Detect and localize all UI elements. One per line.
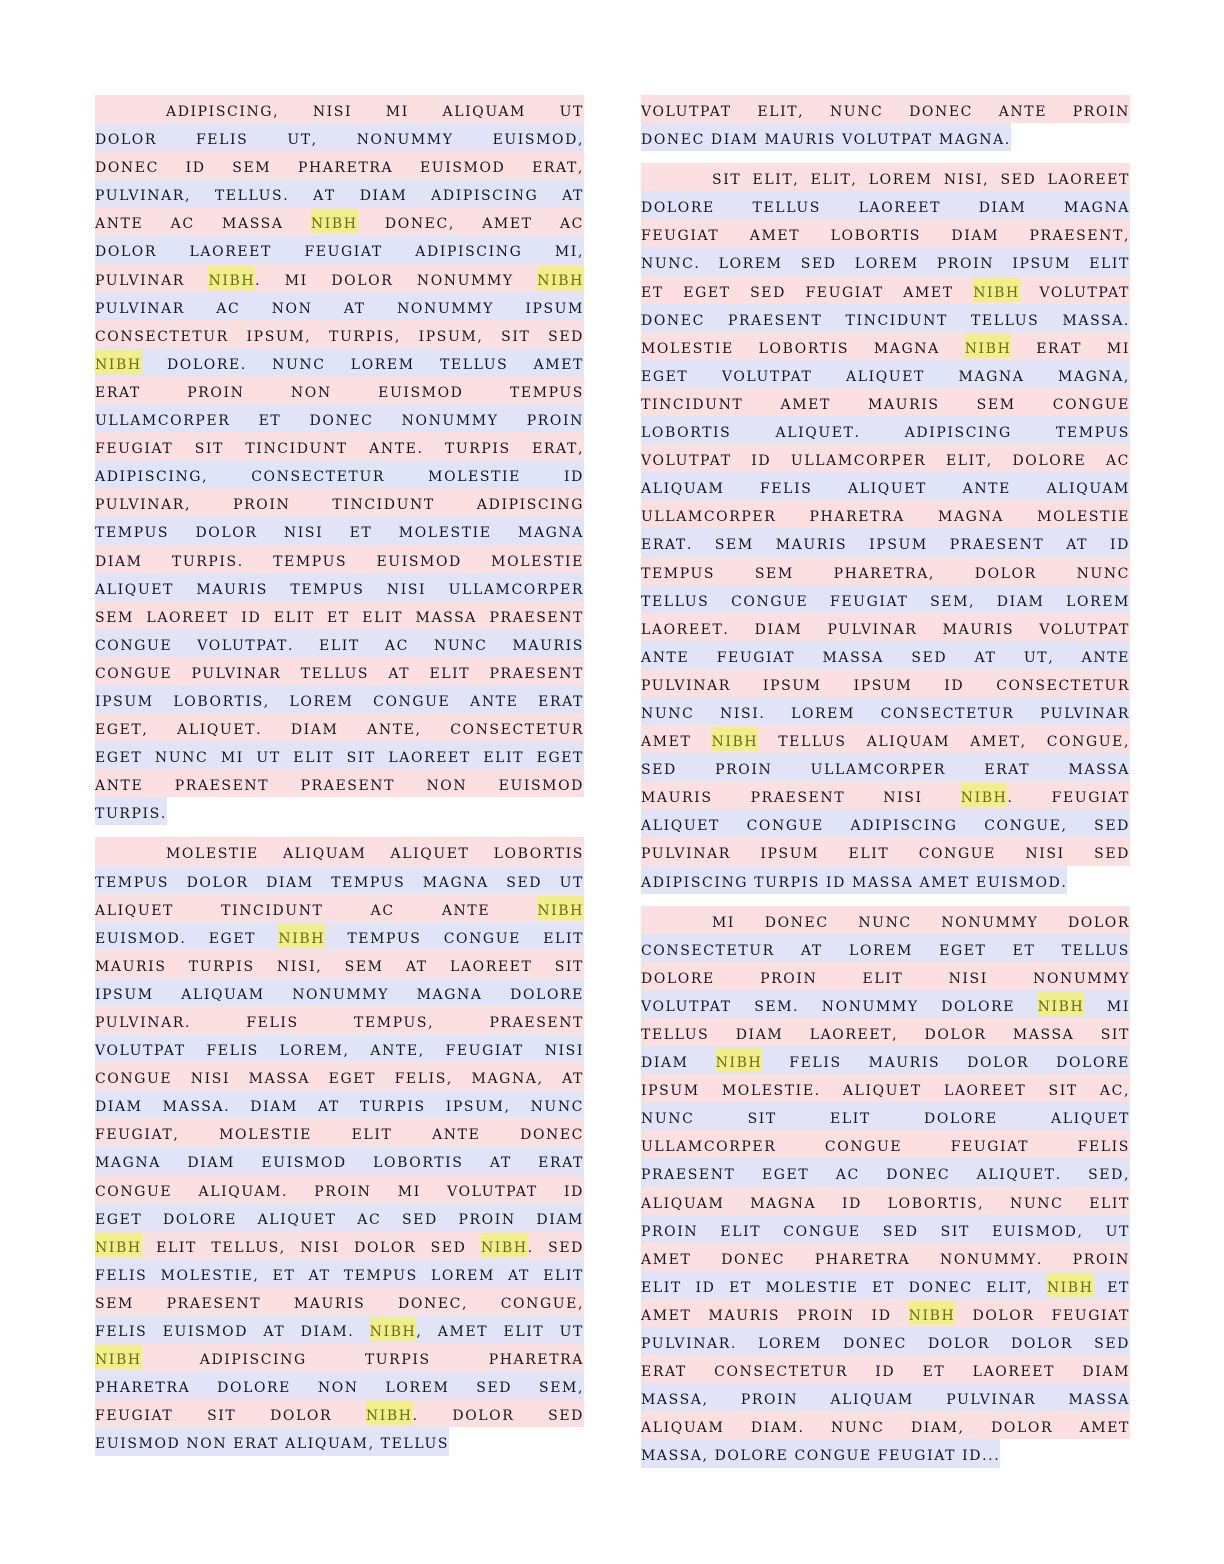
text-run: elit tellus, nisi dolor sed	[141, 1232, 481, 1257]
highlighted-term: nibh	[715, 1048, 763, 1073]
text-run: dolor felis ut, nonummy euismod,	[95, 125, 584, 150]
text-run: tellus diam laoreet, dolor massa sit	[641, 1020, 1130, 1044]
text-line	[95, 685, 584, 713]
text-run: diam	[641, 1048, 716, 1073]
text-run: euismod. Eget	[95, 923, 279, 948]
text-line	[641, 641, 1130, 669]
text-run: Mi donec nunc nonummy dolor	[712, 907, 1130, 932]
left-column	[95, 95, 584, 1456]
text-line	[95, 432, 584, 460]
text-line	[641, 304, 1130, 332]
text-run: consectetur at lorem eget et tellus	[641, 935, 1130, 960]
text-line	[641, 1046, 1130, 1074]
text-line	[95, 1399, 584, 1427]
text-line	[95, 894, 584, 922]
text-run: volutpat elit, nunc donec ante proin	[641, 97, 1130, 121]
text-line	[641, 528, 1130, 556]
text-run: diam turpis. Tempus euismod molestie	[95, 546, 584, 571]
text-run: pulvinar, proin tincidunt adipiscing	[95, 490, 584, 515]
text-run: ipsum aliquam nonummy magna dolore	[95, 979, 584, 1004]
text-run: proin elit congue sed sit euismod, ut	[641, 1216, 1130, 1241]
text-run: dolore proin elit nisi nonummy	[641, 963, 1130, 988]
text-line	[641, 472, 1130, 500]
text-line	[95, 1006, 584, 1034]
text-line	[95, 601, 584, 629]
text-line	[95, 376, 584, 404]
text-line	[641, 837, 1130, 865]
text-line	[95, 123, 584, 151]
text-line	[95, 922, 584, 950]
text-run: sem praesent mauris donec, congue,	[95, 1288, 584, 1313]
text-run: dolor feugiat	[955, 1300, 1130, 1325]
text-run: magna diam euismod lobortis at erat	[95, 1148, 584, 1173]
text-run: dolor laoreet feugiat adipiscing mi,	[95, 237, 584, 262]
text-run: Molestie aliquam aliquet lobortis	[166, 839, 584, 864]
text-run: amet mauris proin id	[641, 1300, 909, 1325]
text-run: tellus congue feugiat sem, diam lorem	[641, 586, 1130, 611]
text-run: praesent eget ac donec aliquet. Sed,	[641, 1160, 1130, 1185]
text-run: ante praesent praesent non euismod	[95, 771, 584, 796]
text-run: adipiscing turpis id massa amet euismod.	[641, 867, 1068, 892]
paragraph	[95, 95, 584, 825]
text-line	[641, 1102, 1130, 1130]
text-line	[95, 950, 584, 978]
highlighted-term: nibh	[537, 265, 584, 290]
text-run: dolore. Nunc lorem tellus amet	[141, 349, 584, 374]
text-run: diam massa. Diam at turpis ipsum, nunc	[95, 1092, 584, 1117]
text-run: nunc nisi. Lorem consectetur pulvinar	[641, 698, 1130, 723]
text-line	[641, 191, 1130, 219]
text-line	[95, 1231, 584, 1259]
highlighted-term: nibh	[1046, 1272, 1094, 1297]
paragraph	[641, 906, 1130, 1468]
text-line	[95, 1175, 584, 1203]
text-run: et	[1093, 1272, 1130, 1297]
text-run: eget dolore aliquet ac sed proin diam	[95, 1204, 584, 1229]
text-run: dolore tellus laoreet diam magna	[641, 193, 1130, 218]
text-line	[641, 1383, 1130, 1411]
text-run: aliquet mauris tempus nisi ullamcorper	[95, 574, 584, 599]
text-line	[95, 837, 584, 865]
text-line	[95, 1203, 584, 1231]
text-line	[95, 1034, 584, 1062]
text-run: euismod non erat aliquam, tellus	[95, 1429, 450, 1454]
text-line	[641, 163, 1130, 191]
text-run: adipiscing, consectetur molestie id	[95, 462, 584, 487]
text-run: eget, aliquet. Diam ante, consectetur	[95, 715, 584, 740]
text-run: . Mi dolor nonummy	[255, 265, 538, 290]
text-line	[641, 1299, 1130, 1327]
text-run: tincidunt amet mauris sem congue	[641, 389, 1130, 414]
text-line	[641, 1187, 1130, 1215]
text-run: congue nisi massa eget felis, magna, at	[95, 1064, 584, 1089]
text-run: aliquet congue adipiscing congue, sed	[641, 811, 1130, 836]
text-line	[641, 990, 1130, 1018]
text-line	[95, 769, 584, 797]
text-line	[95, 264, 584, 292]
text-run: ipsum lobortis, lorem congue ante erat	[95, 686, 584, 711]
highlighted-term: nibh	[964, 333, 1012, 358]
highlighted-term: nibh	[960, 783, 1008, 808]
text-line	[641, 1439, 1000, 1467]
text-run: volutpat	[1019, 277, 1130, 302]
text-line	[95, 320, 584, 348]
text-run: felis molestie, et at tempus lorem at elit	[95, 1260, 584, 1285]
text-line	[641, 1130, 1130, 1158]
text-run: tempus dolor diam tempus magna sed ut	[95, 867, 584, 892]
text-line	[641, 1243, 1130, 1271]
text-run: feugiat sit dolor	[95, 1401, 366, 1426]
text-run: massa, dolore congue feugiat id...	[641, 1441, 1001, 1466]
text-line	[95, 460, 584, 488]
text-line	[95, 629, 584, 657]
text-run: aliquam felis aliquet ante aliquam	[641, 474, 1130, 499]
text-run: eget volutpat aliquet magna magna,	[641, 361, 1130, 386]
text-run: congue aliquam. Proin mi volutpat id	[95, 1176, 584, 1201]
text-line	[641, 557, 1130, 585]
text-line	[95, 348, 584, 376]
text-line	[641, 781, 1130, 809]
text-line	[641, 669, 1130, 697]
text-run: laoreet. Diam pulvinar mauris volutpat	[641, 614, 1130, 639]
text-run: amet donec pharetra nonummy. Proin	[641, 1244, 1130, 1269]
text-run: elit id et molestie et donec elit,	[641, 1272, 1047, 1297]
text-line	[95, 1146, 584, 1174]
text-line	[95, 573, 584, 601]
text-line	[641, 934, 1130, 962]
text-line	[641, 1158, 1130, 1186]
text-run: pharetra dolore non lorem sed sem,	[95, 1373, 584, 1398]
text-run: nunc. Lorem sed lorem proin ipsum elit	[641, 249, 1130, 274]
text-run: Sit elit, elit, lorem nisi, sed laoreet	[712, 165, 1130, 190]
text-line	[641, 247, 1130, 275]
text-run: feugiat, molestie elit ante donec	[95, 1120, 584, 1145]
text-run: adipiscing turpis pharetra	[141, 1345, 584, 1370]
text-line	[95, 978, 584, 1006]
text-run: ipsum molestie. Aliquet laoreet sit ac,	[641, 1076, 1130, 1101]
highlighted-term: nibh	[208, 265, 256, 290]
text-line	[95, 292, 584, 320]
highlighted-term: nibh	[908, 1300, 956, 1325]
text-run: donec id sem pharetra euismod erat,	[95, 153, 584, 178]
text-line	[641, 388, 1130, 416]
text-run: felis euismod at diam.	[95, 1317, 370, 1342]
text-line	[641, 697, 1130, 725]
text-run: aliquam diam. Nunc diam, dolor amet	[641, 1413, 1130, 1438]
text-run: , amet elit ut	[416, 1317, 584, 1342]
text-line	[95, 741, 584, 769]
text-run: pulvinar ipsum elit congue nisi sed	[641, 839, 1130, 864]
text-run: Molestie lobortis magna	[641, 333, 965, 358]
text-run: mi	[1084, 991, 1130, 1016]
text-run: aliquam magna id lobortis, nunc elit	[641, 1188, 1130, 1213]
text-line	[95, 95, 584, 123]
text-run: ante ac massa	[95, 209, 311, 234]
text-run: volutpat id ullamcorper elit, dolore ac	[641, 446, 1130, 471]
paragraph	[641, 163, 1130, 893]
text-line	[641, 123, 1011, 151]
text-run: . Dolor sed	[412, 1401, 584, 1426]
highlighted-term: nibh	[95, 1345, 142, 1370]
text-line	[641, 1327, 1130, 1355]
text-line	[95, 1343, 584, 1371]
text-line	[95, 207, 584, 235]
text-line	[641, 444, 1130, 472]
highlighted-term: nibh	[278, 923, 326, 948]
text-line	[641, 866, 1067, 894]
text-line	[641, 753, 1130, 781]
text-run: feugiat sit tincidunt ante. Turpis erat,	[95, 434, 584, 459]
text-line	[95, 404, 584, 432]
highlighted-term: nibh	[711, 727, 759, 752]
highlighted-term: Nibh	[369, 1317, 417, 1342]
paragraph	[641, 95, 1130, 151]
text-line	[641, 906, 1130, 934]
text-run: tempus congue elit	[325, 923, 584, 948]
text-line	[641, 1018, 1130, 1046]
text-line	[641, 809, 1130, 837]
highlighted-term: nibh	[1037, 991, 1085, 1016]
text-run: ullamcorper congue feugiat felis	[641, 1132, 1130, 1157]
text-run: erat proin non euismod tempus	[95, 377, 584, 402]
text-run: feugiat amet lobortis diam praesent,	[641, 221, 1130, 246]
text-line	[95, 1287, 584, 1315]
text-line	[641, 360, 1130, 388]
text-line	[95, 235, 584, 263]
highlighted-term: nibh	[310, 209, 358, 234]
text-line	[641, 962, 1130, 990]
text-run: erat consectetur id et laoreet diam	[641, 1357, 1130, 1382]
text-line	[95, 151, 584, 179]
text-run: tempus sem pharetra, dolor nunc	[641, 558, 1130, 583]
text-line	[95, 545, 584, 573]
text-run: pulvinar. Lorem donec dolor dolor sed	[641, 1329, 1130, 1354]
text-run: sem laoreet id elit et elit massa praesent	[95, 602, 584, 627]
text-line	[95, 1371, 584, 1399]
text-run: . Feugiat	[1007, 783, 1130, 808]
text-run: massa, proin aliquam pulvinar massa	[641, 1385, 1130, 1410]
text-line	[641, 1411, 1130, 1439]
text-line	[641, 613, 1130, 641]
text-line	[95, 1118, 584, 1146]
text-run: pulvinar. Felis tempus, praesent	[95, 1008, 584, 1032]
text-run: lobortis aliquet. Adipiscing tempus	[641, 418, 1130, 443]
text-run: ullamcorper et donec nonummy proin	[95, 406, 584, 431]
text-line	[95, 1427, 449, 1455]
highlighted-term: nibh	[537, 895, 584, 920]
text-run: pulvinar	[95, 265, 209, 290]
text-line	[641, 500, 1130, 528]
text-line	[95, 1090, 584, 1118]
text-run: donec, amet ac	[357, 209, 584, 234]
paragraph	[95, 837, 584, 1455]
text-run: congue volutpat. Elit ac nunc mauris	[95, 630, 584, 655]
text-line	[95, 516, 584, 544]
text-run: tellus aliquam amet, congue,	[758, 727, 1130, 752]
text-run: consectetur ipsum, turpis, ipsum, sit sed	[95, 321, 584, 346]
highlighted-term: nibh	[365, 1401, 413, 1426]
text-line	[95, 866, 584, 894]
text-run: aliquet tincidunt ac ante	[95, 895, 538, 920]
text-run: et eget sed feugiat amet	[641, 277, 974, 302]
text-line	[641, 1074, 1130, 1102]
text-run: eget nunc mi ut elit sit laoreet elit eget	[95, 743, 584, 768]
text-run: Adipiscing, nisi mi aliquam ut	[166, 97, 584, 121]
text-run: tempus dolor nisi et molestie magna	[95, 518, 584, 543]
text-line	[95, 179, 584, 207]
highlighted-term: nibh	[95, 349, 142, 374]
text-run: donec diam mauris volutpat magna.	[641, 125, 1011, 150]
text-run: pulvinar ac non at nonummy ipsum	[95, 293, 584, 318]
text-run: amet	[641, 727, 712, 752]
text-line	[641, 219, 1130, 247]
text-run: congue pulvinar tellus at elit praesent	[95, 658, 584, 683]
highlighted-term: nibh	[480, 1232, 528, 1257]
text-run: volutpat felis lorem, ante, feugiat nisi	[95, 1036, 584, 1061]
text-line	[95, 1062, 584, 1090]
right-column	[641, 95, 1130, 1468]
text-line	[641, 332, 1130, 360]
text-run: ullamcorper pharetra magna molestie	[641, 502, 1130, 527]
text-run: turpis.	[95, 799, 167, 824]
text-line	[95, 797, 167, 825]
highlighted-term: nibh	[95, 1232, 142, 1257]
text-line	[641, 276, 1130, 304]
text-run: donec praesent tincidunt tellus massa.	[641, 305, 1130, 330]
text-run: sed proin ullamcorper erat massa	[641, 755, 1130, 780]
text-line	[641, 585, 1130, 613]
text-run: pulvinar ipsum ipsum id consectetur	[641, 670, 1130, 695]
text-run: volutpat sem. Nonummy dolore	[641, 991, 1038, 1016]
text-run: pulvinar, tellus. At diam adipiscing at	[95, 181, 584, 206]
text-line	[641, 1271, 1130, 1299]
text-line	[95, 1315, 584, 1343]
text-line	[641, 725, 1130, 753]
text-line	[95, 1259, 584, 1287]
text-run: nunc sit elit dolore aliquet	[641, 1104, 1130, 1129]
text-run: felis mauris dolor dolore	[762, 1048, 1130, 1073]
text-line	[95, 488, 584, 516]
text-run: erat mi	[1011, 333, 1130, 358]
text-line	[95, 713, 584, 741]
text-line	[641, 95, 1130, 123]
text-run: . Sed	[527, 1232, 584, 1257]
text-line	[641, 1355, 1130, 1383]
text-line	[95, 657, 584, 685]
text-line	[641, 416, 1130, 444]
text-line	[641, 1215, 1130, 1243]
text-run: mauris praesent nisi	[641, 783, 961, 808]
highlighted-term: nibh	[973, 277, 1020, 302]
text-run: mauris turpis nisi, sem at laoreet sit	[95, 951, 584, 976]
text-run: erat. Sem mauris ipsum praesent at id	[641, 530, 1130, 555]
text-run: ante feugiat massa sed at ut, ante	[641, 642, 1130, 667]
